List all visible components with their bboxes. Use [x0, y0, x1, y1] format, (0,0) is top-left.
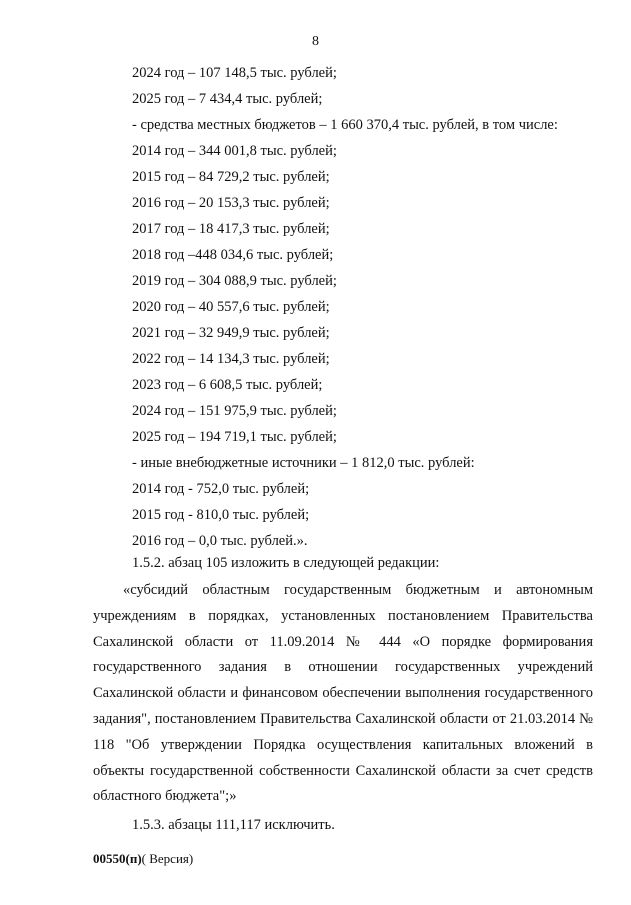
amendment-item: 1.5.3. абзацы 111,117 исключить.	[132, 817, 335, 833]
funding-line: 2024 год – 107 148,5 тыс. рублей;	[132, 65, 337, 81]
document-footer	[93, 851, 193, 867]
funding-line: 2025 год – 194 719,1 тыс. рублей;	[132, 429, 337, 445]
funding-line: 2016 год – 0,0 тыс. рублей.».	[132, 533, 308, 549]
extrabudget-heading: - иные внебюджетные источники – 1 812,0 тыс. рублей:	[132, 455, 475, 471]
quoted-paragraph: «субсидий областным государственным бюджетным и автономным учреждениям в порядках, установленных постановлением Правительства Сахалинской области от 11.09.2014 № 444 «О порядке формирования государственного задания в отношении государственных учреждений Сахалинской области и финансовом обеспечении выполнения государственного задания", постановлением Правительства Сахалинской области от 21.03.2014 № 118 "Об утверждении Порядка осуществления капитальных вложений в объекты государственной собственности Сахалинской области за счет средств областного бюджета";»	[93, 582, 593, 805]
funding-line: 2018 год –448 034,6 тыс. рублей;	[132, 247, 334, 263]
funding-line: 2025 год – 7 434,4 тыс. рублей;	[132, 91, 323, 107]
funding-line: 2014 год - 752,0 тыс. рублей;	[132, 481, 310, 497]
local-budget-heading: - средства местных бюджетов – 1 660 370,4 тыс. рублей, в том числе:	[132, 117, 558, 133]
funding-line: 2014 год – 344 001,8 тыс. рублей;	[132, 143, 337, 159]
funding-line: 2015 год - 810,0 тыс. рублей;	[132, 507, 310, 523]
funding-line: 2020 год – 40 557,6 тыс. рублей;	[132, 299, 330, 315]
funding-line: 2015 год – 84 729,2 тыс. рублей;	[132, 169, 330, 185]
funding-line: 2019 год – 304 088,9 тыс. рублей;	[132, 273, 337, 289]
document-code: 00550(п)	[93, 851, 142, 866]
funding-line: 2021 год – 32 949,9 тыс. рублей;	[132, 325, 330, 341]
amendment-item: 1.5.2. абзац 105 изложить в следующей редакции:	[132, 555, 440, 571]
funding-line: 2017 год – 18 417,3 тыс. рублей;	[132, 221, 330, 237]
funding-line: 2024 год – 151 975,9 тыс. рублей;	[132, 403, 337, 419]
page-number: 8	[312, 34, 319, 49]
funding-line: 2016 год – 20 153,3 тыс. рублей;	[132, 195, 330, 211]
document-version: ( Версия)	[141, 851, 194, 866]
funding-line: 2022 год – 14 134,3 тыс. рублей;	[132, 351, 330, 367]
funding-line: 2023 год – 6 608,5 тыс. рублей;	[132, 377, 323, 393]
